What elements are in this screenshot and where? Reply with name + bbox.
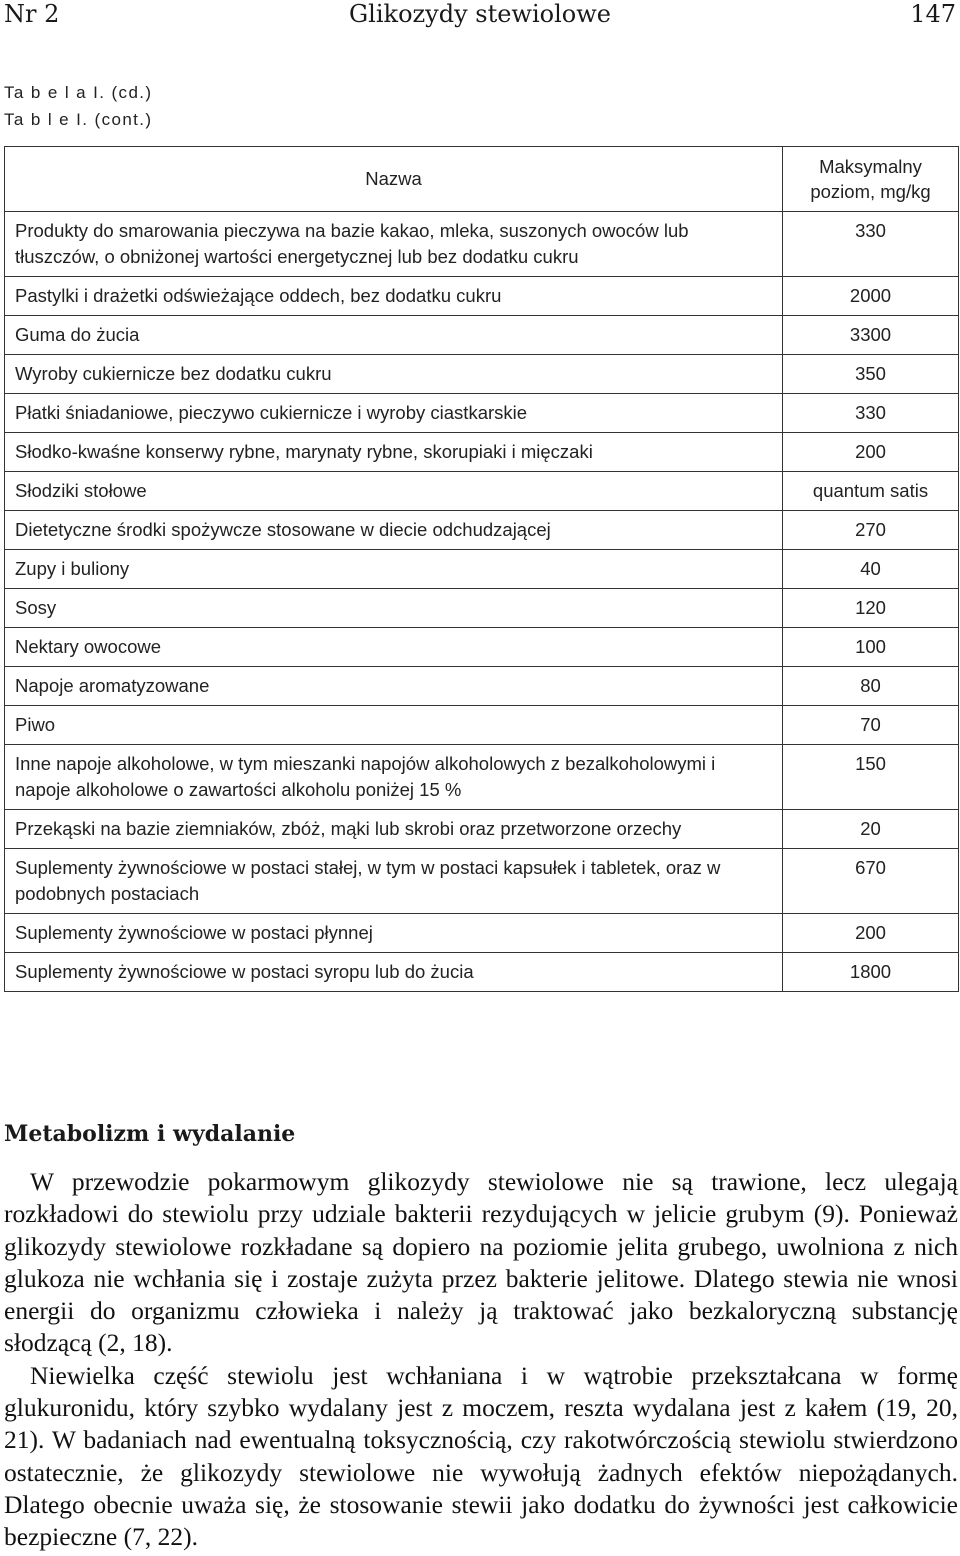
page-number: 147 bbox=[910, 0, 956, 28]
table-row bbox=[5, 628, 959, 667]
table-caption-en: Ta b l e I. (cont.) bbox=[4, 110, 153, 129]
table-row bbox=[5, 953, 959, 992]
row-value: 270 bbox=[783, 511, 959, 550]
table-row bbox=[5, 316, 959, 355]
row-value: 100 bbox=[783, 628, 959, 667]
table-body bbox=[5, 212, 959, 992]
table-row bbox=[5, 472, 959, 511]
table-row bbox=[5, 810, 959, 849]
table-row bbox=[5, 849, 959, 914]
table-row bbox=[5, 355, 959, 394]
table-row bbox=[5, 589, 959, 628]
row-name: Nektary owocowe bbox=[5, 628, 783, 667]
row-value: 3300 bbox=[783, 316, 959, 355]
row-name: Piwo bbox=[5, 706, 783, 745]
row-value: 80 bbox=[783, 667, 959, 706]
table-row bbox=[5, 914, 959, 953]
section-heading: Metabolizm i wydalanie bbox=[4, 1121, 296, 1147]
table-caption-pl: Ta b e l a I. (cd.) bbox=[4, 83, 153, 102]
row-name: Produkty do smarowania pieczywa na bazie kakao, mleka, suszonych owoców lub tłuszczów, o obniżonej wartości energetycznej lub bez dodatku cukru bbox=[5, 212, 783, 277]
table-row bbox=[5, 667, 959, 706]
row-value: 2000 bbox=[783, 277, 959, 316]
table-row bbox=[5, 277, 959, 316]
table-row bbox=[5, 212, 959, 277]
row-value: 350 bbox=[783, 355, 959, 394]
issue-number: Nr 2 bbox=[4, 0, 60, 28]
row-name: Przekąski na bazie ziemniaków, zbóż, mąki lub skrobi oraz przetworzone orzechy bbox=[5, 810, 783, 849]
row-name: Pastylki i drażetki odświeżające oddech, bez dodatku cukru bbox=[5, 277, 783, 316]
table-row bbox=[5, 394, 959, 433]
row-value: 70 bbox=[783, 706, 959, 745]
row-name: Dietetyczne środki spożywcze stosowane w diecie odchudzającej bbox=[5, 511, 783, 550]
table-row bbox=[5, 550, 959, 589]
table-header-row bbox=[5, 147, 959, 212]
row-value: 330 bbox=[783, 394, 959, 433]
section-body bbox=[4, 1166, 958, 1554]
row-name: Płatki śniadaniowe, pieczywo cukiernicze i wyroby ciastkarskie bbox=[5, 394, 783, 433]
row-value: 1800 bbox=[783, 953, 959, 992]
max-levels-table bbox=[4, 146, 959, 992]
row-name: Wyroby cukiernicze bez dodatku cukru bbox=[5, 355, 783, 394]
table-row bbox=[5, 511, 959, 550]
row-value: 200 bbox=[783, 433, 959, 472]
row-value: 120 bbox=[783, 589, 959, 628]
row-name: Zupy i buliony bbox=[5, 550, 783, 589]
row-name: Słodko-kwaśne konserwy rybne, marynaty rybne, skorupiaki i mięczaki bbox=[5, 433, 783, 472]
row-value: quantum satis bbox=[783, 472, 959, 511]
row-value: 200 bbox=[783, 914, 959, 953]
running-header bbox=[4, 0, 956, 32]
row-name: Suplementy żywnościowe w postaci płynnej bbox=[5, 914, 783, 953]
row-value: 150 bbox=[783, 745, 959, 810]
row-name: Guma do żucia bbox=[5, 316, 783, 355]
row-value: 20 bbox=[783, 810, 959, 849]
row-name: Sosy bbox=[5, 589, 783, 628]
row-name: Napoje aromatyzowane bbox=[5, 667, 783, 706]
row-name: Inne napoje alkoholowe, w tym mieszanki napojów alkoholowych z bezalkoholowymi i napoje alkoholowe o zawartości alkoholu poniżej 15 % bbox=[5, 745, 783, 810]
row-value: 40 bbox=[783, 550, 959, 589]
row-name: Suplementy żywnościowe w postaci stałej, w tym w postaci kapsułek i tabletek, oraz w podobnych postaciach bbox=[5, 849, 783, 914]
column-header-name: Nazwa bbox=[5, 147, 783, 212]
paragraph: Niewielka część stewiolu jest wchłaniana i w wątrobie przekształcana w formę glukuronidu, który szybko wydalany jest z moczem, reszta wydalana jest z kałem (19, 20, 21). W badaniach nad ewentualną toksycznością, czy rakotwórczością stewiolu stwierdzono ostatecznie, że glikozydy stewiolowe nie wywołują żadnych efektów niepożądanych. Dlatego obecnie uważa się, że stosowanie stewii jako dodatku do żywności jest całkowicie bezpieczne (7, 22). bbox=[4, 1360, 958, 1552]
running-title: Glikozydy stewiolowe bbox=[349, 0, 611, 28]
paragraph: W przewodzie pokarmowym glikozydy stewiolowe nie są trawione, lecz ulegają rozkładowi do stewiolu przy udziale bakterii rezydujących w jelicie grubym (9). Ponieważ glikozydy stewiolowe rozkładane są dopiero na poziomie jelita grubego, uwolniona z nich glukoza nie wchłania się i zostaje zużyta przez bakterie jelitowe. Dlatego stewia nie wnosi energii do organizmu człowieka i należy ją traktować jako bezkaloryczną substancję słodzącą (2, 18). bbox=[4, 1167, 958, 1358]
row-value: 330 bbox=[783, 212, 959, 277]
column-header-value: Maksymalny poziom, mg/kg bbox=[783, 147, 959, 212]
row-name: Suplementy żywnościowe w postaci syropu lub do żucia bbox=[5, 953, 783, 992]
table-row bbox=[5, 433, 959, 472]
row-value: 670 bbox=[783, 849, 959, 914]
row-name: Słodziki stołowe bbox=[5, 472, 783, 511]
table-row bbox=[5, 706, 959, 745]
table-row bbox=[5, 745, 959, 810]
